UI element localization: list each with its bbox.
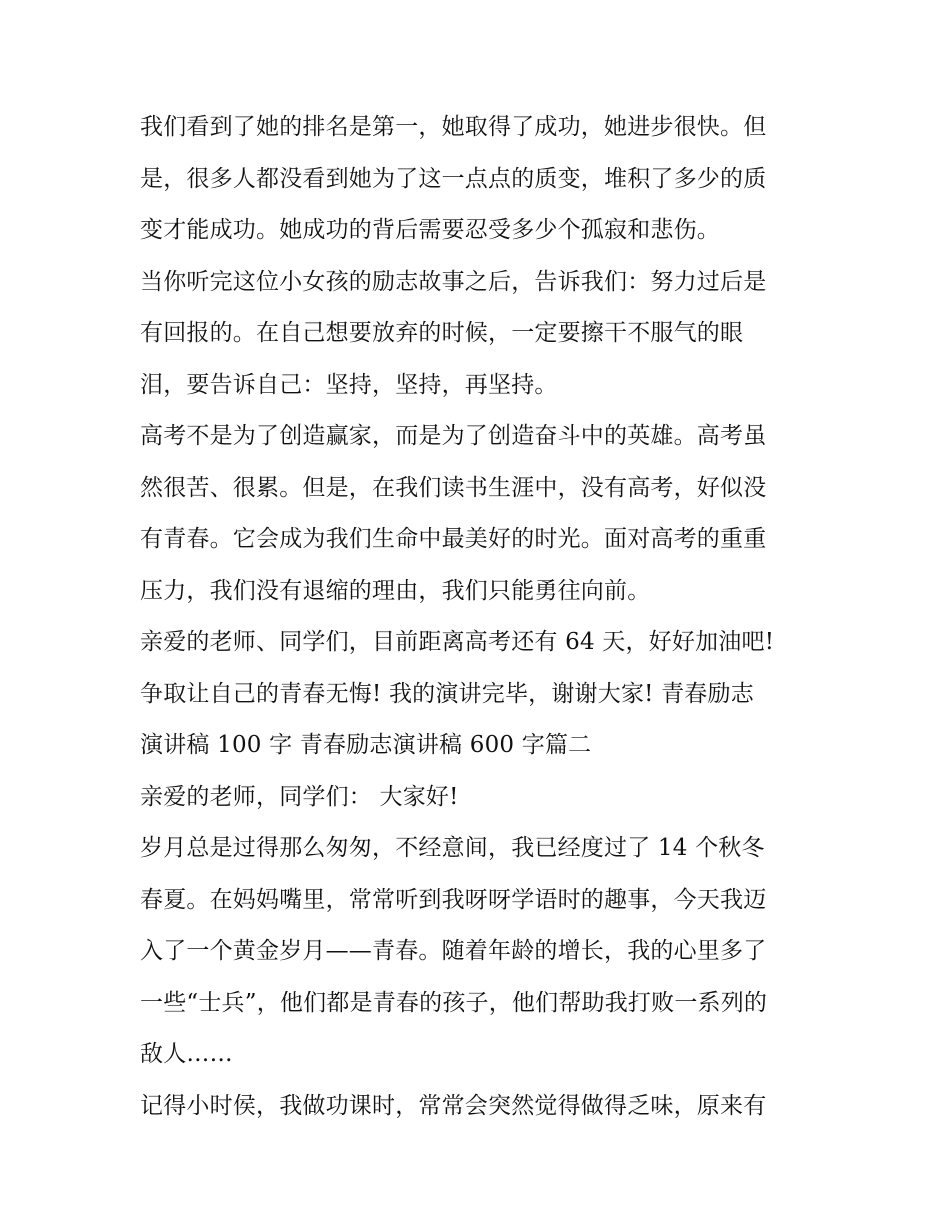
text-line: 争取让自己的青春无悔! 我的演讲完毕，谢谢大家! 青春励志 <box>140 680 754 707</box>
text-line: 泪，要告诉自己：坚持，坚持，再坚持。 <box>140 371 558 398</box>
text-line: 是，很多人都没看到她为了这一点点的质变，堆积了多少的质 <box>140 165 767 192</box>
text-line: 春夏。在妈妈嘴里，常常听到我呀呀学语时的趣事，今天我迈 <box>140 886 767 913</box>
text-line: 演讲稿 100 字 青春励志演讲稿 600 字篇二 <box>140 732 592 758</box>
text-line: 变才能成功。她成功的背后需要忍受多少个孤寂和悲伤。 <box>140 217 720 243</box>
document-body <box>140 102 820 1132</box>
text-line: 亲爱的老师，同学们： 大家好! <box>140 783 459 810</box>
text-line: 我们看到了她的排名是第一，她取得了成功，她进步很快。但 <box>140 114 767 140</box>
text-line: 当你听完这位小女孩的励志故事之后，告诉我们：努力过后是 <box>140 268 767 295</box>
text-line: 亲爱的老师、同学们，目前距离高考还有 64 天，好好加油吧! <box>140 629 775 655</box>
text-line: 一些“士兵”，他们都是青春的孩子，他们帮助我打败一系列的 <box>140 989 768 1016</box>
text-line: 敌人…… <box>140 1041 233 1067</box>
text-line: 有回报的。在自己想要放弃的时候，一定要擦干不服气的眼 <box>140 320 744 346</box>
text-line: 入了一个黄金岁月——青春。随着年龄的增长，我的心里多了 <box>140 938 767 964</box>
text-line: 岁月总是过得那么匆匆，不经意间，我已经度过了 14 个秋冬 <box>140 835 765 861</box>
text-line: 记得小时侯，我做功课时，常常会突然觉得做得乏味，原来有 <box>140 1092 767 1119</box>
text-line: 压力，我们没有退缩的理由，我们只能勇往向前。 <box>140 577 651 604</box>
text-line: 高考不是为了创造赢家，而是为了创造奋斗中的英雄。高考虽 <box>140 423 767 449</box>
text-line: 有青春。它会成为我们生命中最美好的时光。面对高考的重重 <box>140 526 767 552</box>
text-line: 然很苦、很累。但是，在我们读书生涯中，没有高考，好似没 <box>140 474 767 501</box>
